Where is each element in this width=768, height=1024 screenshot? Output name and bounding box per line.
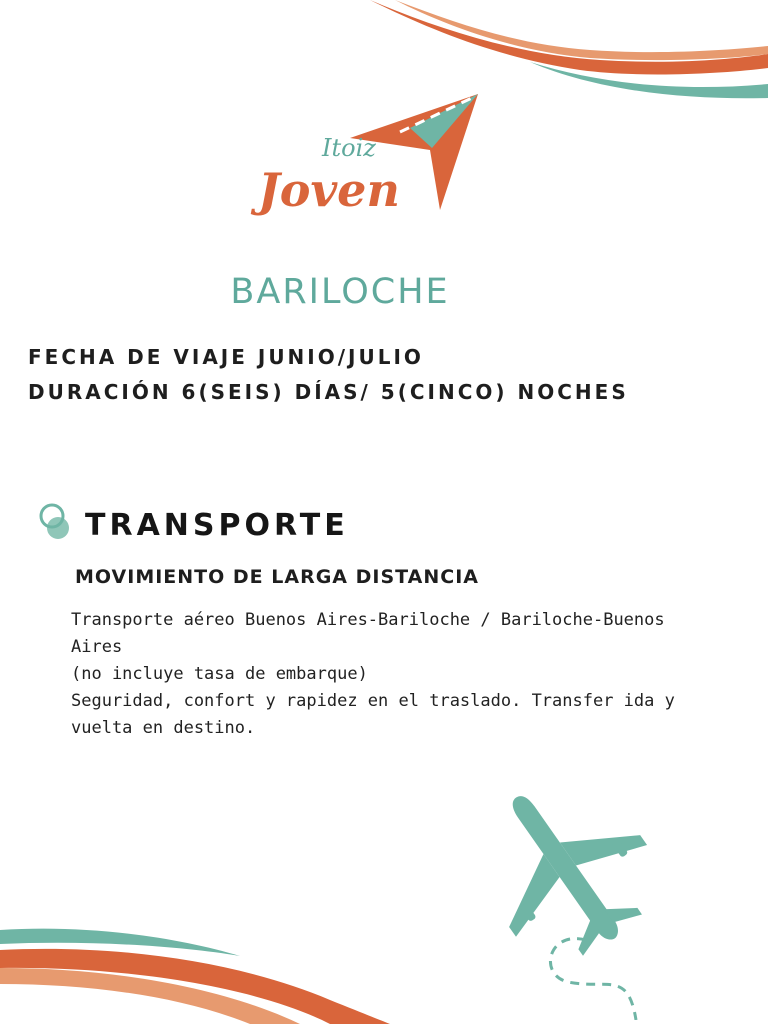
travel-date-line: FECHA DE VIAJE JUNIO/JULIO bbox=[28, 345, 424, 369]
bullet-circle-icon bbox=[38, 502, 74, 542]
body-line: (no incluye tasa de embarque) bbox=[71, 664, 368, 684]
section-subtitle: MOVIMIENTO DE LARGA DISTANCIA bbox=[75, 566, 479, 588]
body-line: Transporte aéreo Buenos Aires-Bariloche / Bariloche-Buenos Aires bbox=[71, 610, 665, 657]
destination-title: BARILOCHE bbox=[230, 272, 450, 312]
section-title: TRANSPORTE bbox=[85, 508, 349, 543]
logo-small-text: Itoiz bbox=[322, 134, 376, 162]
duration-line: DURACIÓN 6(SEIS) DÍAS/ 5(CINCO) NOCHES bbox=[28, 380, 629, 404]
body-line: Seguridad, confort y rapidez en el traslado. Transfer ida y vuelta en destino. bbox=[71, 691, 675, 738]
bottom-swoosh-decoration bbox=[0, 900, 768, 1024]
logo-large-text: Joven bbox=[258, 163, 400, 217]
trip-info bbox=[28, 340, 748, 410]
itoiz-joven-logo bbox=[250, 88, 490, 228]
section-body bbox=[71, 607, 721, 742]
